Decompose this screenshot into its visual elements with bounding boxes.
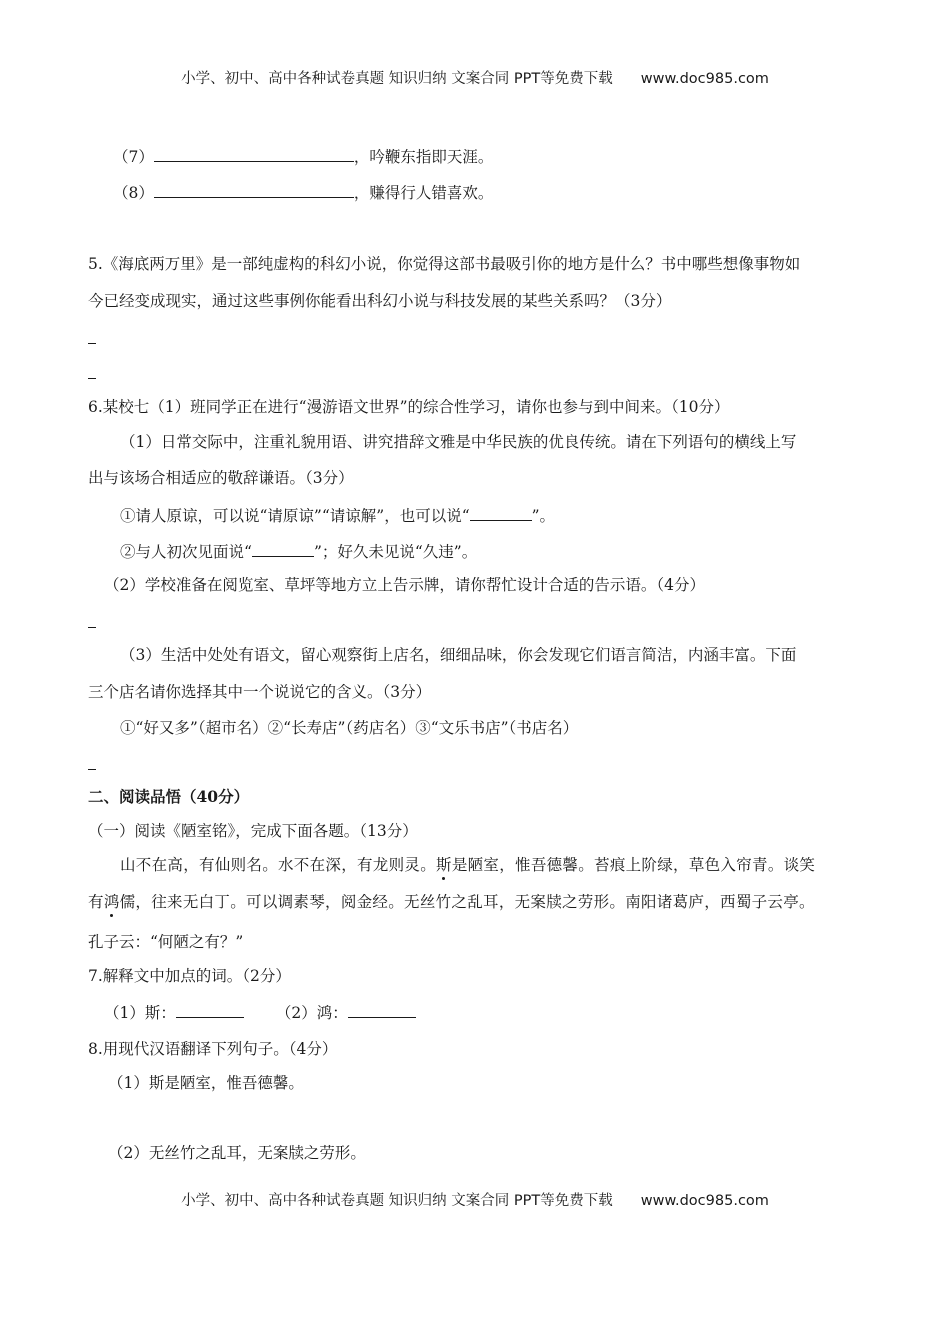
q4-item-7-tail: ，吟鞭东指即天涯。 [353,148,494,166]
q6-title: 6.某校七（1）班同学正在进行“漫游语文世界”的综合性学习，请你也参与到中间来。（10分） [88,398,730,416]
passage-line-3: 孔子云：“何陋之有？” [88,933,244,951]
q6-p1-b [120,541,477,562]
q4-item-7-num: （7） [113,148,154,166]
q6-p1-b-pre: ②与人初次见面说“ [120,543,252,561]
passage-dotted-si: 斯 [436,856,452,874]
q4-item-7 [113,146,493,167]
q6-p1-a-pre: ①请人原谅，可以说“请原谅”“请谅解”，也可以说“ [120,507,470,525]
q4-item-7-blank[interactable] [154,146,354,162]
passage-line-2 [88,892,815,912]
q8-item-2: （2）无丝竹之乱耳，无案牍之劳形。 [108,1144,366,1162]
header-text: 小学、初中、高中各种试卷真题 知识归纳 文案合同 PPT等免费下载 [181,71,613,87]
q6-p1-a-post: ”。 [531,507,556,525]
q4-item-8-tail: ，赚得行人错喜欢。 [353,184,494,202]
header-site: www.doc985.com [640,71,769,87]
q5-line-1: 5.《海底两万里》是一部纯虚构的科幻小说，你觉得这部书最吸引你的地方是什么？书中哪些想像事物如 [88,255,801,273]
passage-l1-a: 山不在高，有仙则名。水不在深，有龙则灵。 [120,856,437,874]
q7-answers [104,1002,416,1023]
q4-item-8-num: （8） [113,184,154,202]
q8-item-1: （1）斯是陋室，惟吾德馨。 [108,1074,304,1092]
q5-answer-line-2[interactable] [88,378,96,379]
passage-dotted-hong: 鸿 [103,893,120,911]
q6-p3-answer-line[interactable] [88,769,96,770]
passage-l2-a: 有 [88,893,104,911]
q6-p1-b-post: ”；好久未见说“久违”。 [313,543,478,561]
q7-b-blank[interactable] [348,1002,416,1018]
passage-l2-b: 儒，往来无白丁。可以调素琴，阅金经。无丝竹之乱耳，无案牍之劳形。南阳诸葛庐，西蜀子云亭。 [119,893,815,911]
q4-item-8 [113,182,493,203]
q7-b-label: （2）鸿： [275,1004,348,1022]
q6-p2-answer-line[interactable] [88,627,96,628]
page-footer [0,1191,950,1211]
q6-p1-line-1: （1）日常交际中，注重礼貌用语、讲究措辞文雅是中华民族的优良传统。请在下列语句的横线上写 [120,433,797,451]
q6-p3-line-1: （3）生活中处处有语文，留心观察街上店名，细细品味，你会发现它们语言简洁，内涵丰富。下面 [120,646,797,664]
q7-a-blank[interactable] [176,1002,244,1018]
q4-item-8-blank[interactable] [154,182,354,198]
passage-line-1 [120,855,815,875]
footer-text: 小学、初中、高中各种试卷真题 知识归纳 文案合同 PPT等免费下载 [181,1193,613,1209]
q7-a-label: （1）斯： [104,1004,176,1022]
q6-p2: （2）学校准备在阅览室、草坪等地方立上告示牌，请你帮忙设计合适的告示语。（4分） [104,576,705,594]
q5-answer-line-1[interactable] [88,343,96,344]
q6-p1-a-blank[interactable] [470,505,532,521]
q6-p3-options: ①“好又多”（超市名）②“长寿店”（药店名）③“文乐书店”（书店名） [120,719,579,737]
footer-site: www.doc985.com [640,1193,769,1209]
passage-l1-b: 是陋室，惟吾德馨。苔痕上阶绿，草色入帘青。谈笑 [451,856,816,874]
q6-p1-b-blank[interactable] [252,541,314,557]
section-2-sub-1: （一）阅读《陋室铭》，完成下面各题。（13分） [88,822,418,840]
q6-p3-line-2: 三个店名请你选择其中一个说说它的含义。（3分） [88,683,432,701]
q6-p1-a [120,505,555,526]
q8-title: 8.用现代汉语翻译下列句子。（4分） [88,1040,338,1058]
q5-line-2: 今已经变成现实，通过这些事例你能看出科幻小说与科技发展的某些关系吗？（3分） [88,292,672,310]
q7-title: 7.解释文中加点的词。（2分） [88,967,291,985]
q6-p1-line-2: 出与该场合相适应的敬辞谦语。（3分） [88,469,354,487]
page-header [0,69,950,89]
section-2-title: 二、阅读品悟（40分） [88,787,250,806]
